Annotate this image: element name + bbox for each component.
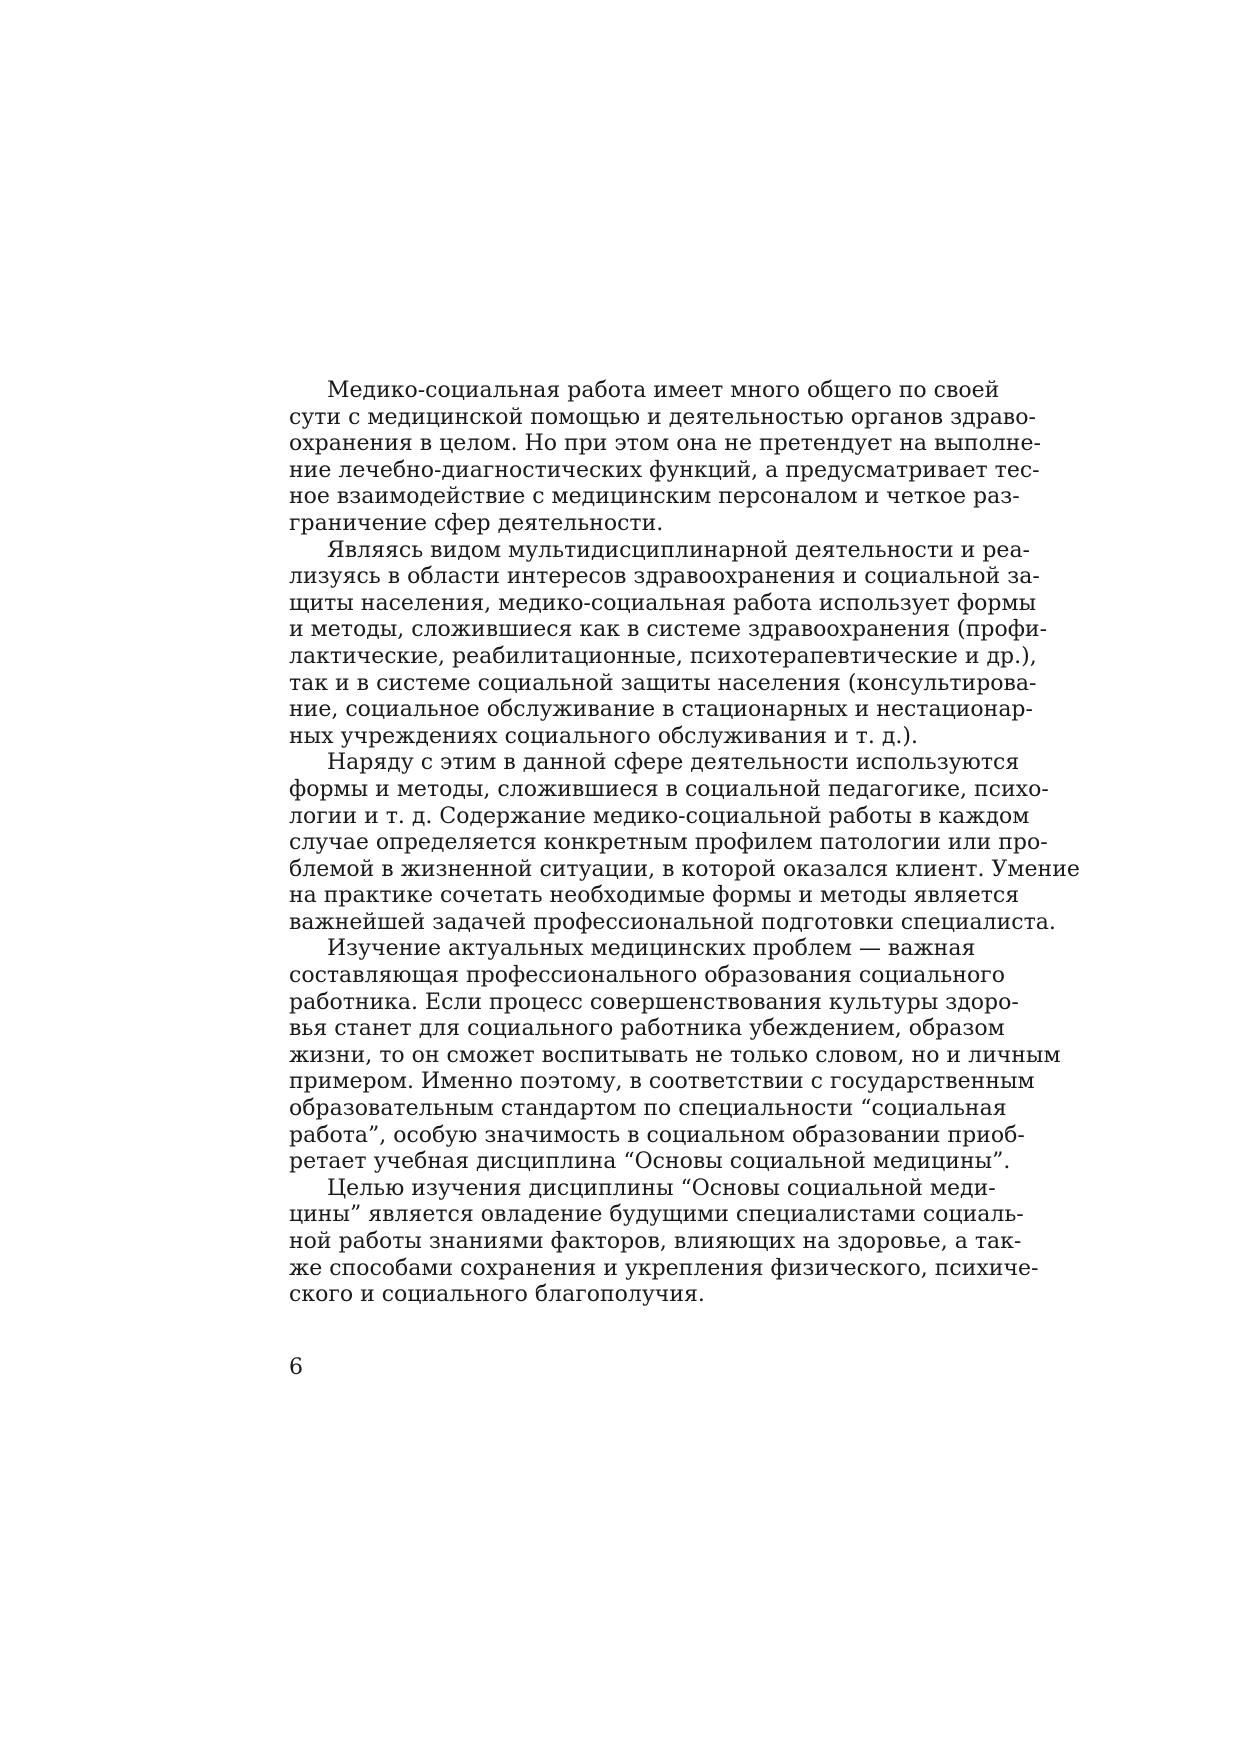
text-line: примером. Именно поэтому, в соответствии с государственным [289,1069,1035,1095]
text-line: Медико-социальная работа имеет много общего по своей [327,378,1000,403]
paragraph [289,750,1080,936]
text-line: и методы, сложившиеся как в системе здравоохранения (профи- [289,617,1048,643]
text-line: логии и т. д. Содержание медико-социальной работы в каждом [289,803,1030,829]
text-line: же способами сохранения и укрепления физического, психиче- [289,1255,1039,1281]
page-number: 6 [289,1355,303,1380]
text-line: цины” является овладение будущими специалистами социаль- [289,1202,1024,1228]
paragraph [289,936,1061,1175]
text-line: случае определяется конкретным профилем патологии или про- [289,830,1048,856]
text-line: Целью изучения дисциплины “Основы социальной меди- [327,1175,996,1201]
text-line: охранения в целом. Но при этом она не претендует на выполне- [289,431,1041,457]
text-line: лизуясь в области интересов здравоохранения и социальной за- [289,564,1040,590]
text-line: Изучение актуальных медицинских проблем — важная [327,936,976,962]
text-line: работника. Если процесс совершенствования культуры здоро- [289,989,1019,1015]
text-line: жизни, то он сможет воспитывать не только словом, но и личным [289,1042,1061,1068]
text-line: на практике сочетать необходимые формы и методы является [289,883,1020,909]
text-line: важнейшей задачей профессиональной подготовки специалиста. [289,909,1056,935]
text-line: сути с медицинской помощью и деятельностью органов здраво- [289,404,1036,430]
text-line: ского и социального благополучия. [289,1282,705,1308]
text-line: ных учреждениях социального обслуживания и т. д.). [289,723,918,749]
text-line: формы и методы, сложившиеся в социальной педагогике, психо- [289,776,1049,802]
text-line: работа”, особую значимость в социальном образовании приоб- [289,1122,1025,1148]
paragraph [289,1175,1039,1309]
paragraph [289,537,1048,751]
text-line: щиты населения, медико-социальная работа использует формы [289,590,1037,616]
text-line: граничение сфер деятельности. [289,510,664,536]
text-line: блемой в жизненной ситуации, в которой оказался клиент. Умение [289,856,1080,882]
body-text [289,378,1080,1309]
text-line: ретает учебная дисциплина “Основы социальной медицины”. [289,1149,1011,1175]
paragraph [289,378,1041,538]
text-line: так и в системе социальной защиты населения (консультирова- [289,670,1037,696]
text-line: Наряду с этим в данной сфере деятельности используются [327,750,1020,776]
text-line: вья станет для социального работника убеждением, образом [289,1016,1005,1042]
text-line: ние лечебно-диагностических функций, а предусматривает тес- [289,457,1040,483]
text-line: ной работы знаниями факторов, влияющих на здоровье, а так- [289,1229,1022,1254]
text-line: ное взаимодействие с медицинским персоналом и четкое раз- [289,484,1020,510]
text-line: составляющая профессионального образования социального [289,963,1005,989]
text-line: ние, социальное обслуживание в стационарных и нестационар- [289,697,1033,723]
text-line: лактические, реабилитационные, психотерапевтические и др.), [289,643,1037,669]
text-line: Являясь видом мультидисциплинарной деятельности и реа- [327,537,1030,563]
text-line: образовательным стандартом по специальности “социальная [289,1096,1007,1122]
